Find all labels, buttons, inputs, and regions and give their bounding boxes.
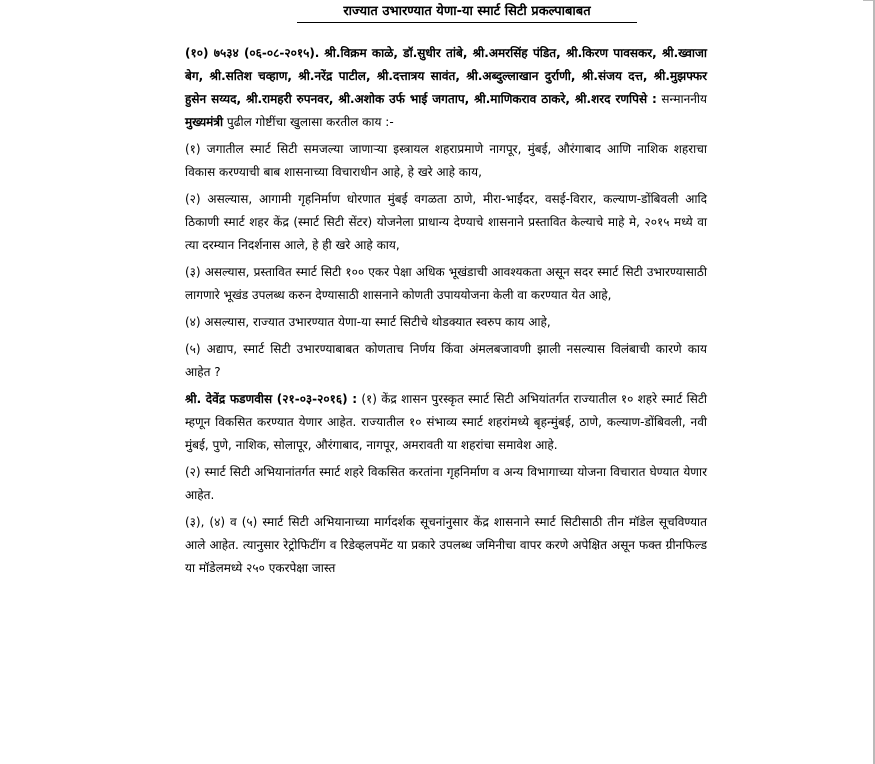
question-header [185, 42, 707, 134]
question-item: (५) अद्याप, स्मार्ट सिटी उभारण्याबाबत कोणताच निर्णय किंवा अंमलबजावणी झाली नसल्यास विलंबाची कारणे काय आहेत ? [185, 342, 707, 379]
question-item: (२) असल्यास, आगामी गृहनिर्माण धोरणात मुंबई वगळता ठाणे, मीरा-भाईंदर, वसई-विरार, कल्याण-डोंबिवली आदि ठिकाणी स्मार्ट शहर केंद्र (स्मार्ट सिटी सेंटर) योजनेला प्राधान्य देण्याचे शासनाने प्रस्तावित केल्याचे माहे मे, २०१५ मध्ये वा त्या दरम्यान निदर्शनास आले, हे ही खरे आहे काय, [185, 192, 707, 252]
question-number-date: (१०) ७५३४ (०६-०८-२०१५). [185, 46, 320, 60]
title-underline [297, 22, 637, 23]
answer-item: (३), (४) व (५) स्मार्ट सिटी अभियानाच्या मार्गदर्शक सूचनांनुसार केंद्र शासनाने स्मार्ट सिटीसाठी तीन मॉडेल सूचविण्यात आले आहेत. त्यानुसार रेट्रोफिटींग व रिडेव्हलपमेंट या प्रकारे उपलब्ध जमिनीचा वापर करणे अपेक्षित असून फक्त ग्रीनफिल्ड या मॉडेलमध्ये २५० एकरपेक्षा जास्त [185, 515, 707, 575]
document-title: राज्यात उभारण्यात येणा-या स्मार्ट सिटी प्रकल्पाबाबत [343, 4, 591, 19]
answer-item: (२) स्मार्ट सिटी अभियानांतर्गत स्मार्ट शहरे विकसित करतांना गृहनिर्माण व अन्य विभागाच्या योजना विचारात घेण्यात येणार आहेत. [185, 465, 707, 502]
addressee-prefix: सन्माननीय [661, 92, 707, 106]
addressee: मुख्यमंत्री [185, 115, 224, 129]
question-item: (१) जगातील स्मार्ट सिटी समजल्या जाणाऱ्या इस्त्रायल शहराप्रमाणे नागपूर, मुंबई, औरंगाबाद आणि नाशिक शहराचा विकास करण्याची बाब शासनाच्या विचाराधीन आहे, हे खरे आहे काय, [185, 142, 707, 179]
question-item: (३) असल्यास, प्रस्तावित स्मार्ट सिटी १०० एकर पेक्षा अधिक भूखंडाची आवश्यकता असून सदर स्मार्ट सिटी उभारण्यासाठी लागणारे भूखंड उपलब्ध करुन देण्यासाठी शासनाने कोणती उपाययोजना केली वा करण्यात येत आहे, [185, 265, 707, 302]
answer-respondent: श्री. देवेंद्र फडणवीस (२१-०३-२०१६) : [185, 392, 358, 406]
question-intro: पुढील गोष्टींचा खुलासा करतील काय :- [226, 115, 394, 129]
document-body [185, 42, 707, 584]
answer-first [185, 388, 707, 457]
answer-first-text: (१) केंद्र शासन पुरस्कृत स्मार्ट सिटी अभियांतर्गत राज्यातील १० शहरे स्मार्ट सिटी म्हणून विकसित करण्यात येणार आहेत. राज्यातील १० संभाव्य स्मार्ट शहरांमध्ये बृहन्मुंबई, ठाणे, कल्याण-डोंबिवली, नवी मुंबई, पुणे, नाशिक, सोलापूर, औरंगाबाद, नागपूर, अमरावती या शहरांचा समावेश आहे. [185, 392, 707, 452]
question-item: (४) असल्यास, राज्यात उभारण्यात येणा-या स्मार्ट सिटीचे थोडक्यात स्वरुप काय आहे, [185, 315, 551, 329]
question-members: श्री.विक्रम काळे, डॉ.सुधीर तांबे, श्री.अमरसिंह पंडित, श्री.किरण पावसकर, श्री.ख्वाजा बेग, श्री.सतिश चव्हाण, श्री.नरेंद्र पाटील, श्री.दत्तात्रय सावंत, श्री.अब्दुल्लाखान दुर्राणी, श्री.संजय दत्त, श्री.मुझफ्फर हुसेन सय्यद, श्री.रामहरी रुपनवर, श्री.अशोक उर्फ भाई जगताप, श्री.माणिकराव ठाकरे, श्री.शरद रणपिसे : [185, 46, 707, 106]
